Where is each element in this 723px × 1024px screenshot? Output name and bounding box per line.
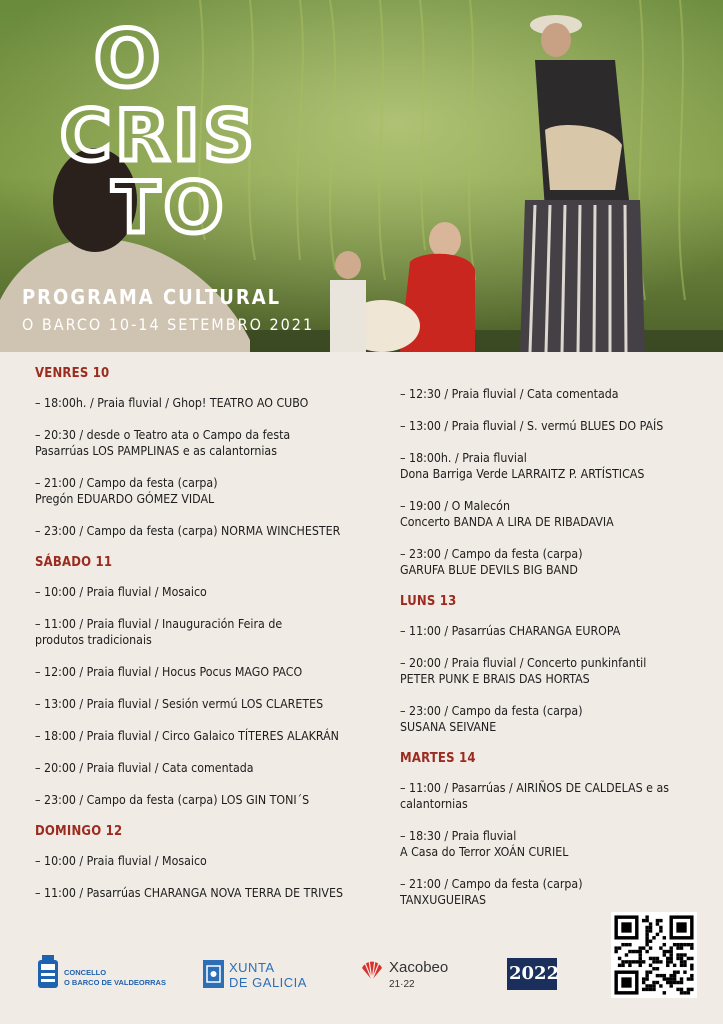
title-word-3: TO <box>112 167 228 249</box>
xacobeo-name: Xacobeo <box>389 959 449 976</box>
event-line: – 19:00 / O Malecón <box>400 499 510 513</box>
schedule-event <box>400 450 700 482</box>
schedule-event <box>35 760 370 776</box>
hero-photo <box>0 0 723 352</box>
event-line: – 18:00 / Praia fluvial / Circo Galaico TÍTERES ALAKRÁN <box>35 729 339 743</box>
schedule-event <box>35 885 370 901</box>
scallop-shell-icon <box>360 958 384 982</box>
event-line: Concerto BANDA A LIRA DE RIBADAVIA <box>400 515 614 529</box>
title-word-2: CRIS <box>60 95 258 177</box>
event-line: – 23:00 / Campo da festa (carpa) NORMA WINCHESTER <box>35 524 341 538</box>
event-line: – 20:00 / Praia fluvial / Cata comentada <box>35 761 254 775</box>
xunta-logo <box>203 960 313 992</box>
event-line: Pasarrúas LOS PAMPLINAS e as calantornias <box>35 444 277 458</box>
event-line: produtos tradicionais <box>35 633 152 647</box>
schedule-column-left <box>35 366 370 917</box>
day-heading: MARTES 14 <box>400 751 476 766</box>
qr-code[interactable] <box>611 912 697 998</box>
event-line: – 18:00h. / Praia fluvial / Ghop! TEATRO AO CUBO <box>35 396 309 410</box>
schedule-event <box>35 475 370 507</box>
coat-of-arms-icon <box>36 954 60 994</box>
schedule-event <box>35 584 370 600</box>
schedule-event <box>35 523 370 539</box>
event-line: SUSANA SEIVANE <box>400 720 497 734</box>
xunta-emblem-icon <box>203 960 224 988</box>
event-line: Pregón EDUARDO GÓMEZ VIDAL <box>35 492 215 506</box>
schedule-event <box>35 395 370 411</box>
event-line: – 12:30 / Praia fluvial / Cata comentada <box>400 387 619 401</box>
program-subtitle: PROGRAMA CULTURAL <box>22 285 282 309</box>
schedule-event <box>400 546 700 578</box>
event-line: GARUFA BLUE DEVILS BIG BAND <box>400 563 578 577</box>
event-line: – 13:00 / Praia fluvial / Sesión vermú LOS CLARETES <box>35 697 324 711</box>
xunta-line1: XUNTA <box>229 960 275 975</box>
schedule-event <box>35 696 370 712</box>
schedule-event <box>35 427 370 459</box>
year-logo-text: 2022 <box>509 963 560 984</box>
schedule-event <box>35 664 370 680</box>
sponsor-footer <box>0 910 723 1024</box>
poster-title <box>52 15 272 249</box>
xunta-line2: DE GALICIA <box>229 975 307 990</box>
subtitle-block <box>22 285 314 334</box>
schedule-event <box>400 418 700 434</box>
event-line: A Casa do Terror XOÁN CURIEL <box>400 845 569 859</box>
event-line: – 11:00 / Pasarrúas CHARANGA EUROPA <box>400 624 621 638</box>
event-line: – 13:00 / Praia fluvial / S. vermú BLUES DO PAÍS <box>400 419 664 433</box>
event-line: Dona Barriga Verde LARRAITZ P. ARTÍSTICAS <box>400 467 645 481</box>
event-line: – 18:00h. / Praia fluvial <box>400 451 527 465</box>
schedule-event <box>400 623 700 639</box>
day-heading: VENRES 10 <box>35 366 110 381</box>
concello-line1: CONCELLO <box>64 968 107 977</box>
event-line: PETER PUNK E BRAIS DAS HORTAS <box>400 672 590 686</box>
schedule-event <box>35 853 370 869</box>
concello-logo <box>36 954 166 998</box>
program-schedule <box>0 366 723 926</box>
schedule-event <box>400 386 700 402</box>
day-heading: SÁBADO 11 <box>35 555 113 570</box>
year-2022-logo <box>507 958 560 990</box>
event-line: – 11:00 / Praia fluvial / Inauguración Feira de <box>35 617 283 631</box>
event-line: – 10:00 / Praia fluvial / Mosaico <box>35 585 207 599</box>
event-line: – 18:30 / Praia fluvial <box>400 829 517 843</box>
event-line: – 20:30 / desde o Teatro ata o Campo da festa <box>35 428 291 442</box>
schedule-event <box>400 703 700 735</box>
event-line: – 21:00 / Campo da festa (carpa) <box>400 877 583 891</box>
schedule-event <box>35 616 370 648</box>
event-line: – 20:00 / Praia fluvial / Concerto punkinfantil <box>400 656 647 670</box>
schedule-event <box>400 828 700 860</box>
program-dates: O BARCO 10-14 SETEMBRO 2021 <box>22 315 315 334</box>
day-heading: DOMINGO 12 <box>35 824 123 839</box>
event-line: – 23:00 / Campo da festa (carpa) LOS GIN TONI´S <box>35 793 310 807</box>
xacobeo-years: 21·22 <box>389 979 415 990</box>
qr-code-icon <box>611 912 697 998</box>
event-line: – 11:00 / Pasarrúas CHARANGA NOVA TERRA DE TRIVES <box>35 886 343 900</box>
day-heading: LUNS 13 <box>400 594 457 609</box>
event-line: TANXUGUEIRAS <box>400 893 487 907</box>
schedule-column-right <box>400 386 700 924</box>
event-line: – 21:00 / Campo da festa (carpa) <box>35 476 218 490</box>
event-line: – 11:00 / Pasarrúas / AIRIÑOS DE CALDELAS e as <box>400 781 669 795</box>
schedule-event <box>400 498 700 530</box>
title-word-1: O <box>94 15 165 105</box>
schedule-event <box>35 792 370 808</box>
schedule-event <box>400 655 700 687</box>
event-line: – 23:00 / Campo da festa (carpa) <box>400 547 583 561</box>
event-line: – 23:00 / Campo da festa (carpa) <box>400 704 583 718</box>
schedule-event <box>35 728 370 744</box>
event-line: calantornias <box>400 797 468 811</box>
schedule-event <box>400 780 700 812</box>
schedule-event <box>400 876 700 908</box>
event-line: – 10:00 / Praia fluvial / Mosaico <box>35 854 207 868</box>
xacobeo-logo <box>360 956 470 996</box>
event-line: – 12:00 / Praia fluvial / Hocus Pocus MAGO PACO <box>35 665 303 679</box>
concello-line2: O BARCO DE VALDEORRAS <box>64 978 166 987</box>
